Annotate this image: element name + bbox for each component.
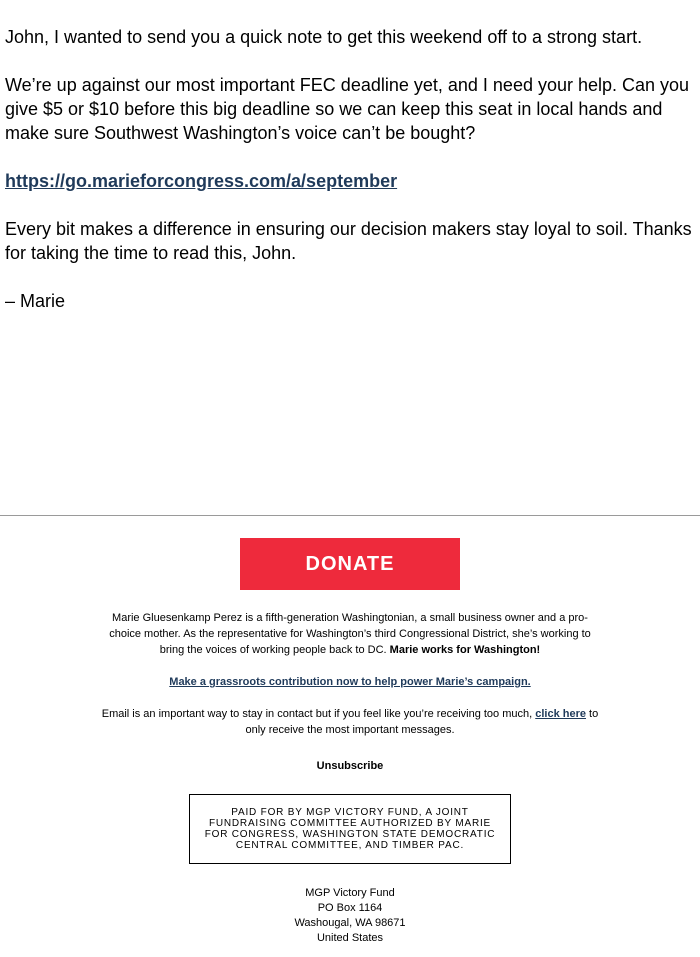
footer-divider [0,515,700,516]
unsubscribe-link[interactable]: Unsubscribe [316,760,384,772]
greeting-paragraph: John, I wanted to send you a quick note to get this weekend off to a strong start. [5,27,643,47]
bio-paragraph [105,610,595,658]
ask-paragraph: We’re up against our most important FEC deadline yet, and I need your help. Can you give $5 or $10 before this big deadline so we can keep this seat in local hands and make sure Southwest Washington’s voice can’t be bought? [5,75,690,143]
email-preference-note [100,706,600,738]
email-preference-link[interactable]: click here [535,708,586,720]
address-country: United States [316,932,384,944]
closing-paragraph: Every bit makes a difference in ensuring our decision makers stay loyal to soil. Thanks for taking the time to read this, John. [5,219,692,263]
donate-button[interactable]: DONATE [240,538,460,590]
donation-link[interactable]: https://go.marieforcongress.com/a/september [5,171,398,191]
contribution-paragraph [0,674,700,690]
email-note-text-end: to only receive the most important messages. [245,708,599,736]
bio-bold-text: Marie works for Washington! [389,644,541,656]
email-note-text: Email is an important way to stay in contact but if you feel like you’re receiving too much, [101,708,536,720]
address-city: Washougal, WA 98671 [294,917,406,929]
mailing-address [0,886,700,946]
bio-text: Marie Gluesenkamp Perez is a fifth-generation Washingtonian, a small business owner and a pro-choice mother. As the representative for Washington’s third Congressional District, she’s working to bring the voices of working people back to DC. [109,612,591,656]
footer [0,538,700,946]
donation-link-paragraph [5,169,695,193]
letter-content [5,25,695,337]
signature: – Marie [5,291,66,311]
address-name: MGP Victory Fund [305,887,395,899]
address-line1: PO Box 1164 [317,902,383,914]
paid-for-disclaimer: PAID FOR BY MGP VICTORY FUND, A JOINT FUNDRAISING COMMITTEE AUTHORIZED BY MARIE FOR CONGRESS, WASHINGTON STATE DEMOCRATIC CENTRAL COMMITTEE, AND TIMBER PAC. [189,794,511,864]
contribution-link[interactable]: Make a grassroots contribution now to help power Marie’s campaign. [169,676,531,688]
